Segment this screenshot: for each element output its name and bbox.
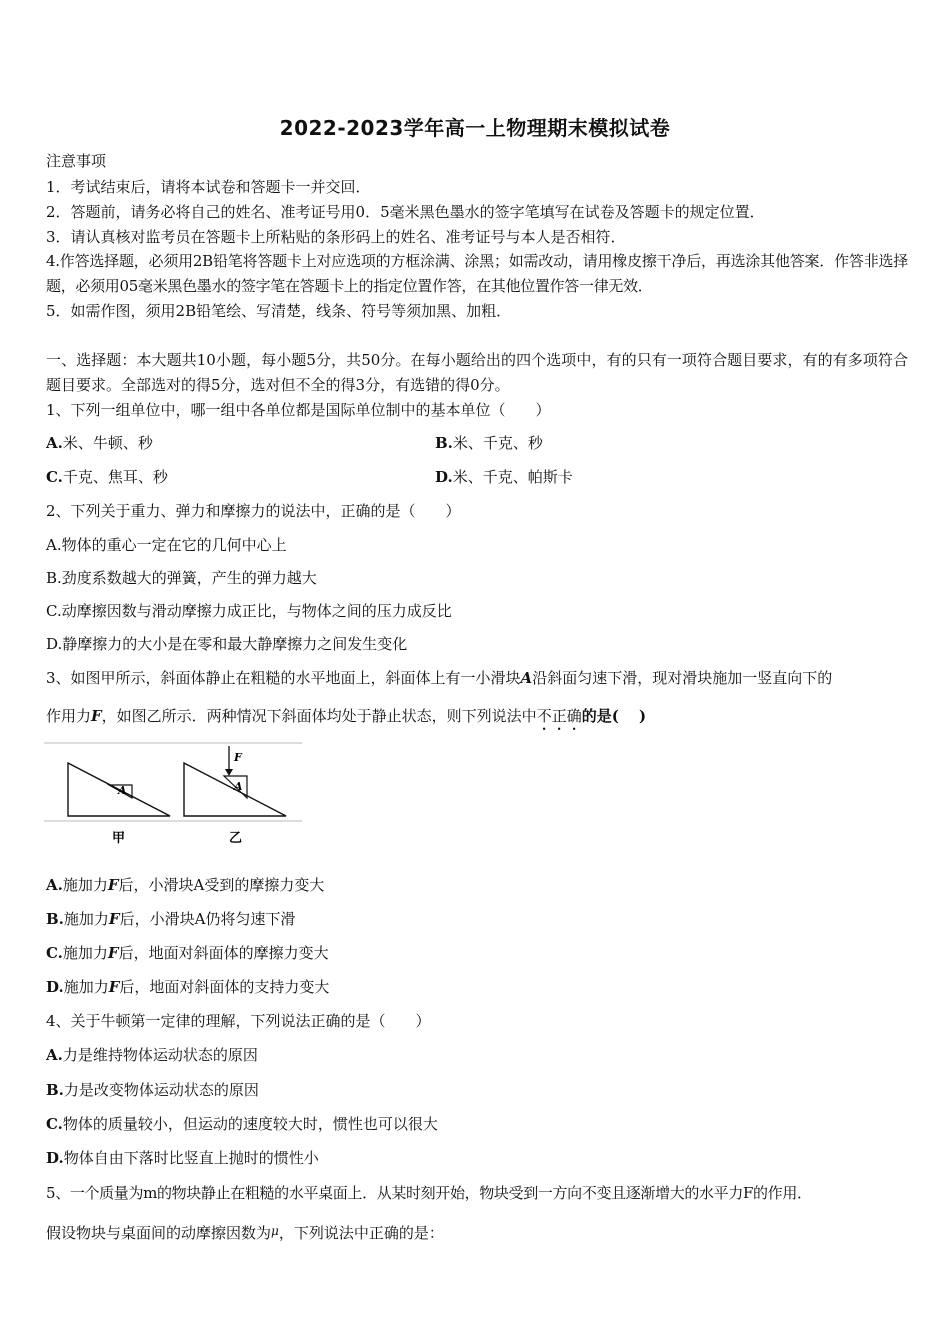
option-label: D. (46, 635, 63, 653)
notice-item-2: 2．答题前，请务必将自己的姓名、准考证号用0．5毫米黑色墨水的签字笔填写在试卷及答题卡的规定位置． (46, 203, 765, 221)
question-2-option-c[interactable] (46, 601, 452, 621)
notice-item-4: 4.作答选择题，必须用2B铅笔将答题卡上对应选项的方框涂满、涂黑；如需改动，请用橡皮擦干净后，再选涂其他答案．作答非选择题，必须用05毫米黑色墨水的签字笔在答题卡上的指定位置作答，在其他位置作答一律无效． (46, 252, 908, 295)
option-text: 施加力 (62, 944, 108, 962)
option-label: B. (46, 569, 62, 587)
option-label: D. (46, 978, 64, 996)
stem-text: ，如图乙所示．两种情况下斜面体均处于静止状态，则下列说法中 (101, 707, 537, 725)
option-text: 米、千克、秒 (452, 434, 543, 452)
caption-jia: 甲 (112, 831, 126, 846)
question-2-option-d[interactable] (46, 634, 407, 654)
stem-text: ，下列说法中正确的是： (278, 1224, 444, 1242)
var-f: F (91, 707, 102, 725)
option-text: 力是改变物体运动状态的原因 (63, 1081, 259, 1099)
question-2-option-a[interactable] (46, 535, 287, 555)
question-1-option-d[interactable] (435, 467, 573, 487)
stem-text: 作用力 (46, 707, 92, 725)
question-3-option-a[interactable] (46, 875, 324, 895)
question-3-stem-line-2 (46, 706, 646, 734)
option-text: 物体的重心一定在它的几何中心上 (61, 536, 287, 554)
option-text: 施加力 (63, 978, 109, 996)
option-text: 千克、焦耳、秒 (62, 468, 168, 486)
stem-text: 3、如图甲所示，斜面体静止在粗糙的水平地面上，斜面体上有一小滑块 (46, 669, 521, 687)
question-4-option-a[interactable] (46, 1045, 258, 1065)
question-2-option-b[interactable] (46, 568, 317, 588)
option-label: A. (46, 536, 62, 554)
option-label: B. (46, 1081, 64, 1099)
question-3-option-d[interactable] (46, 977, 329, 997)
question-5-stem-line-1: 5、一个质量为m的物块静止在粗糙的水平桌面上．从某时刻开始，物块受到一方向不变且逐渐增大的水平力F的作用． (46, 1184, 812, 1202)
option-label: C. (46, 1115, 63, 1133)
option-text: 后，地面对斜面体的摩擦力变大 (118, 944, 329, 962)
option-label: B. (435, 434, 453, 452)
var-f: F (108, 978, 120, 996)
option-label: D. (46, 1149, 64, 1167)
section-heading: 一、选择题：本大题共10小题，每小题5分，共50分。在每小题给出的四个选项中，有的只有一项符合题目要求，有的有多项符合题目要求。全部选对的得5分，选对但不全的得3分，有选错的得0分。 (46, 351, 908, 394)
option-text: 劲度系数越大的弹簧，产生的弹力越大 (61, 569, 317, 587)
option-label: A. (46, 876, 63, 894)
question-1-stem: 1、下列一组单位中，哪一组中各单位都是国际单位制中的基本单位（ ） (46, 401, 551, 419)
question-4-option-c[interactable] (46, 1114, 438, 1134)
question-2-stem: 2、下列关于重力、弹力和摩擦力的说法中，正确的是（ ） (46, 502, 461, 520)
page-title: 2022-2023学年高一上物理期末模拟试卷 (279, 116, 671, 140)
notice-item-1: 1．考试结束后，请将本试卷和答题卡一并交回． (46, 178, 371, 196)
stem-text: 的是( ) (581, 707, 647, 725)
emphasized-not-correct: 不正确 (536, 707, 582, 725)
var-a: A (520, 669, 533, 687)
question-1-option-a[interactable] (46, 433, 153, 453)
option-text: 施加力 (63, 910, 109, 928)
question-3-option-c[interactable] (46, 943, 329, 963)
caption-yi: 乙 (229, 831, 243, 846)
notice-heading: 注意事项 (46, 152, 107, 170)
question-1-option-b[interactable] (435, 433, 543, 453)
block-label-jia: A (118, 784, 127, 797)
option-text: 米、牛顿、秒 (62, 434, 153, 452)
option-text: 后，小滑块A仍将匀速下滑 (119, 910, 296, 928)
incline-figure (44, 742, 302, 850)
question-5-stem-line-2 (46, 1221, 444, 1243)
question-4-stem: 4、关于牛顿第一定律的理解，下列说法正确的是（ ） (46, 1012, 431, 1030)
question-1-option-c[interactable] (46, 467, 168, 487)
option-label: C. (46, 468, 63, 486)
stem-text: 沿斜面匀速下滑，现对滑块施加一竖直向下的 (532, 669, 833, 687)
question-4-option-b[interactable] (46, 1080, 259, 1100)
option-label: A. (46, 1046, 63, 1064)
option-text: 物体的质量较小，但运动的速度较大时，惯性也可以很大 (62, 1115, 438, 1133)
var-f: F (107, 944, 119, 962)
option-text: 后，地面对斜面体的支持力变大 (119, 978, 330, 996)
notice-item-5: 5．如需作图，须用2B铅笔绘、写清楚，线条、符号等须加黑、加粗． (46, 302, 512, 320)
option-text: 米、千克、帕斯卡 (452, 468, 573, 486)
option-text: 后，小滑块A受到的摩擦力变大 (118, 876, 325, 894)
option-label: C. (46, 602, 62, 620)
question-3-option-b[interactable] (46, 909, 295, 929)
option-text: 静摩擦力的大小是在零和最大静摩擦力之间发生变化 (62, 635, 408, 653)
option-text: 施加力 (62, 876, 108, 894)
block-label-yi: A (234, 780, 243, 793)
option-text: 力是维持物体运动状态的原因 (62, 1046, 258, 1064)
mu-symbol: μ (271, 1224, 279, 1238)
option-label: B. (46, 910, 64, 928)
option-label: D. (435, 468, 453, 486)
option-text: 动摩擦因数与滑动摩擦力成正比，与物体之间的压力成反比 (61, 602, 452, 620)
option-text: 物体自由下落时比竖直上抛时的惯性小 (63, 1149, 319, 1167)
var-f: F (108, 910, 120, 928)
option-label: C. (46, 944, 63, 962)
option-label: A. (46, 434, 63, 452)
force-arrow-head (225, 769, 233, 776)
force-label: F (234, 751, 242, 764)
stem-text: 假设物块与桌面间的动摩擦因数为 (46, 1224, 272, 1242)
question-4-option-d[interactable] (46, 1148, 319, 1168)
notice-item-3: 3．请认真核对监考员在答题卡上所粘贴的条形码上的姓名、准考证号与本人是否相符． (46, 228, 626, 246)
var-f: F (107, 876, 119, 894)
question-3-stem-line-1 (46, 668, 832, 688)
